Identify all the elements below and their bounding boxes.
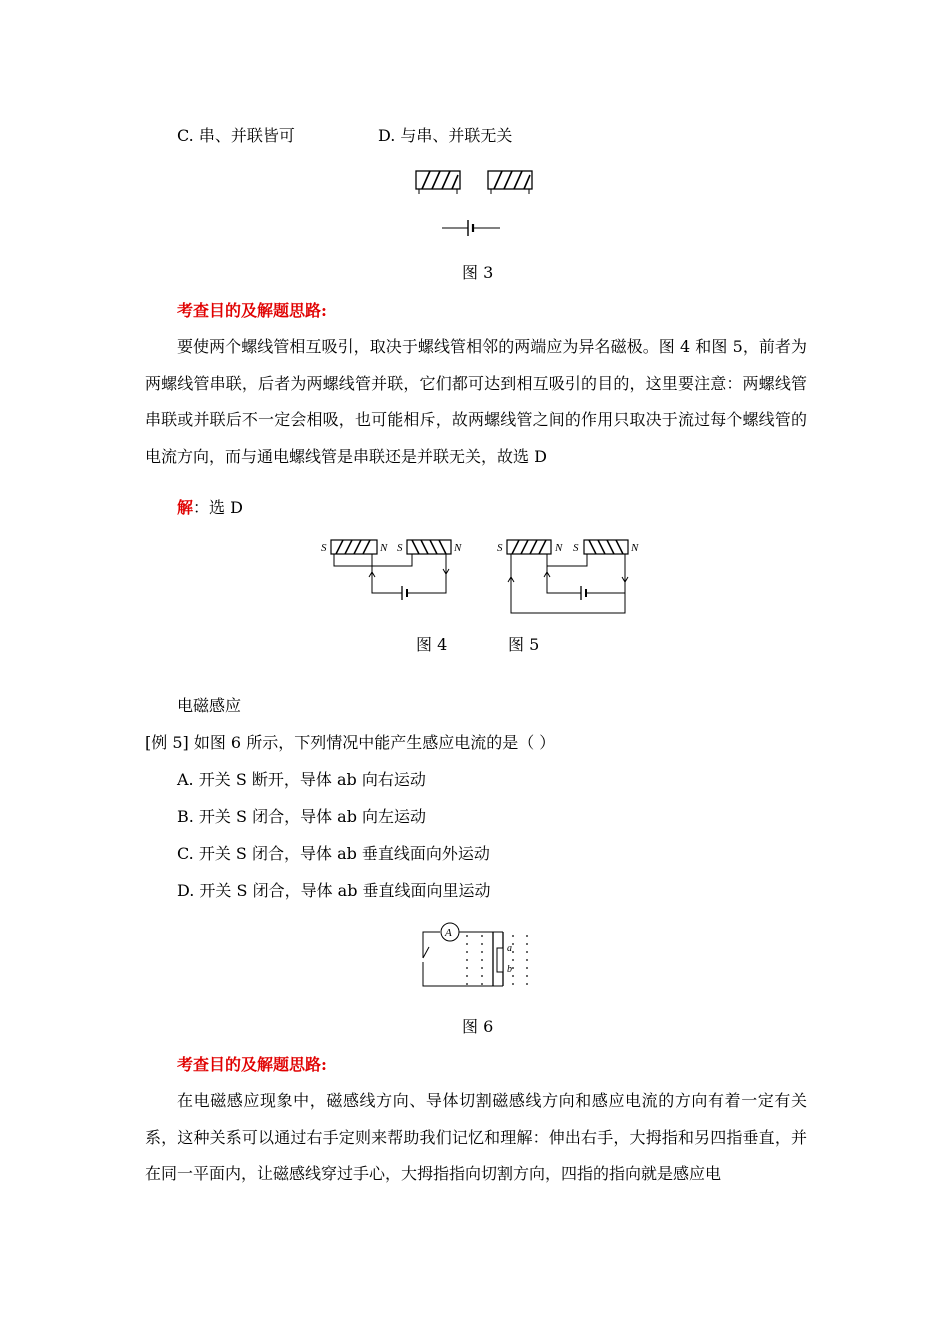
ammeter-label: A (445, 927, 452, 939)
example-5-option-a: A. 开关 S 断开，导体 ab 向右运动 (177, 770, 426, 789)
fig4-pole-n1: N (380, 542, 388, 554)
figure-6-diagram (415, 920, 540, 990)
fig4-pole-n2: N (454, 542, 462, 554)
section-title: 电磁感应 (177, 696, 242, 715)
analysis-heading: 考查目的及解题思路: (177, 301, 327, 320)
conductor-label-b: b (507, 964, 512, 975)
example-5-option-c: C. 开关 S 闭合，导体 ab 垂直线面向外运动 (177, 844, 490, 863)
fig5-pole-n2: N (631, 542, 639, 554)
fig5-pole-s1: S (497, 542, 503, 554)
fig5-pole-s2: S (573, 542, 579, 554)
conductor-label-a: a (507, 943, 512, 954)
figure-4-caption: 图 4 (416, 635, 448, 654)
example-5-option-d: D. 开关 S 闭合，导体 ab 垂直线面向里运动 (177, 881, 491, 900)
fig5-pole-n1: N (555, 542, 563, 554)
figure-3-caption: 图 3 (462, 263, 494, 282)
answer-label: 解 (177, 498, 194, 517)
example-5-option-b: B. 开关 S 闭合，导体 ab 向左运动 (177, 807, 427, 826)
analysis-paragraph-2: 在电磁感应现象中，磁感线方向、导体切割磁感线方向和感应电流的方向有着一定有关系，这种关系可以通过右手定则来帮助我们记忆和理解：伸出右手，大拇指和另四指垂直，并在同一平面内，让磁感线穿过手心，大拇指指向切割方向，四指的指向就是感应电 (145, 1091, 807, 1183)
answer-text: ：选 D (193, 498, 243, 517)
answer-line (177, 497, 243, 519)
fig4-pole-s2: S (397, 542, 403, 554)
fig4-pole-s1: S (321, 542, 327, 554)
analysis-heading-2: 考查目的及解题思路: (177, 1055, 327, 1074)
option-c: C. 串、并联皆可 (177, 126, 295, 145)
figure-3-diagram (410, 165, 540, 240)
figure-5-diagram (497, 533, 647, 618)
example-5-question: [例 5] 如图 6 所示，下列情况中能产生感应电流的是（ ） (145, 733, 556, 752)
option-d: D. 与串、并联无关 (378, 126, 513, 145)
figure-6-caption: 图 6 (462, 1017, 494, 1036)
figure-4-diagram (318, 533, 468, 605)
figure-5-caption: 图 5 (508, 635, 540, 654)
analysis-paragraph: 要使两个螺线管相互吸引，取决于螺线管相邻的两端应为异名磁极。图 4 和图 5，前者为两螺线管串联，后者为两螺线管并联，它们都可达到相互吸引的目的，这里要注意：两螺线管串联或并联后不一定会相吸，也可能相斥，故两螺线管之间的作用只取决于流过每个螺线管的电流方向，而与通电螺线管是串联还是并联无关，故选 D (145, 337, 807, 466)
